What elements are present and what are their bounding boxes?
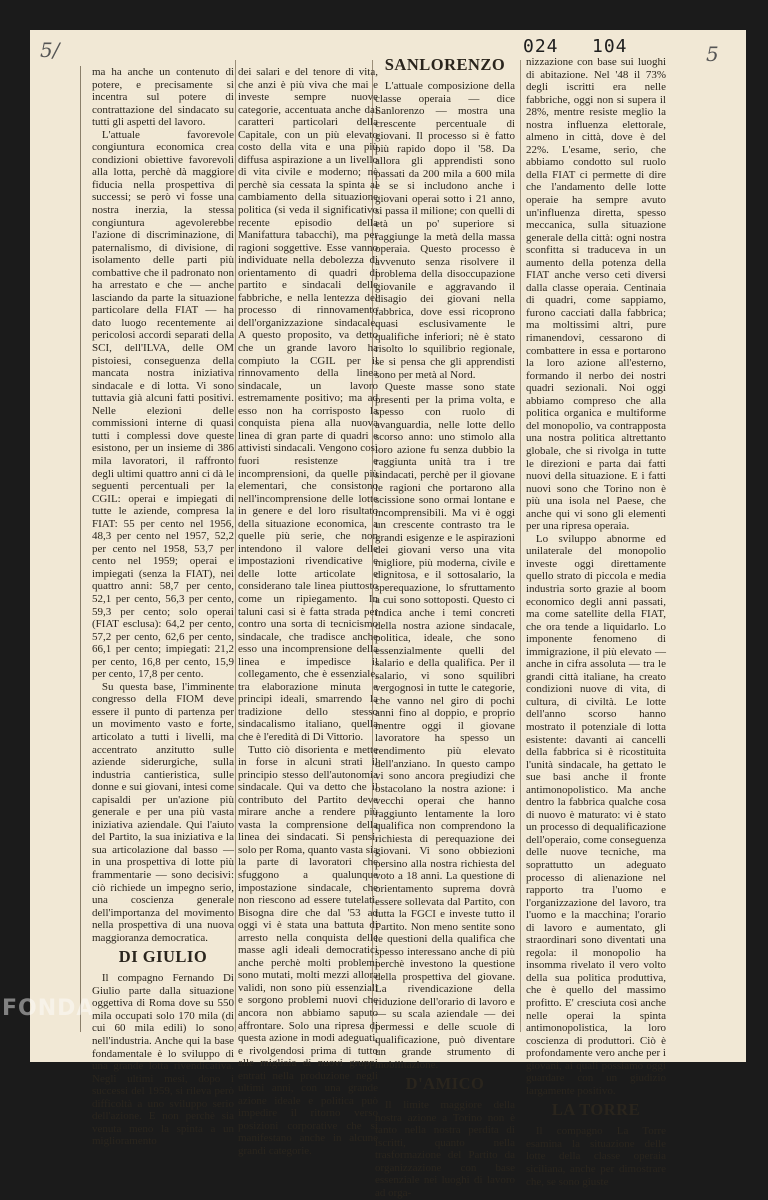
speaker-heading-la-torre: LA TORRE — [551, 1100, 641, 1120]
archive-page-number: 104 — [592, 36, 628, 57]
article-column-3 — [375, 55, 515, 1200]
paragraph: Tutto ciò disorienta e mette in forse in alcuni strati il principio stesso dell'autonomia sindacale. Qui va detto che il contributo del Partito deve mirare anche a rendere più vasta la comprensione della linea dei sindacati. Si pensi, solo per Roma, quanto vasta sia la parte di lavoratori che sfuggono a qualunque impostazione sindacale, che non riescono ad essere tutelati. Bisogna dire che dal '53 ad oggi vi è stata una battuta di arresto nella conquista delle masse agli ideali democratici anche perchè molti problemi sono mutati, molti mezzi allora validi, non sono più essenziali e sorgono problemi nuovi che ancora non abbiamo saputo affrontare. Solo una ripresa di questa azione in modi adeguati, e rivolgendosi prima di tutto alle migliaia di nuovi gruppi entrati nella produzione negli ultimi anni, con una grande azione ideale e politica può impedire il ritorno verso posizioni corporative che si manifestano anche in alcune grandi categorie. — [238, 743, 378, 1158]
archive-stamp-number: 024 — [523, 36, 559, 57]
article-column-1 — [92, 66, 234, 1148]
newspaper-clipping — [30, 30, 746, 1200]
paragraph: ma ha anche un contenuto di potere, e precisamente si incentra sul potere di contrattazione del sindacato su tutti gli aspetti del lavoro. — [92, 66, 234, 129]
speaker-heading-di-giulio: DI GIULIO — [118, 947, 208, 967]
article-column-2 — [238, 66, 378, 1158]
column-rule — [520, 60, 521, 1032]
paragraph: Il compagno La Torre esamina la situazione delle lotte della classe operaia siciliana, anche per dimostrare che, se sono giuste — [526, 1125, 666, 1188]
article-column-4 — [526, 56, 666, 1188]
column-rule — [80, 66, 81, 1032]
paragraph: dei salari e del tenore di vita, che anzi è più viva che mai e investe sempre nuove categorie, accentuata anche dai caratteri particolari della Capitale, con un più elevato costo della vita e una più diffusa aspirazione a un livello di vita civile e moderno; nè perchè sia cessata la spinta al cambiamento della situazione politica (si veda il significativo recente episodio della Manifattura tabacchi), ma per ragioni soggettive. Esse vanno individuate nella debolezza di orientamento di quadri di partito e sindacali delle fabbriche, e nella lentezza del processo di rinnovamento dell'organizzazione sindacale. A questo proposito, va detto che un grande lavoro ha compiuto la CGIL per il rinnovamento della linea sindacale, un lavoro estremamente positivo; ma ad esso non ha corrisposto la conquista piena alla nuova linea di gran parte di quadri e attivisti sindacali. Vengono così fuori resistenze e incomprensioni, da quelle più elementari, che consistono nell'incomprensione delle lotte in genere e del loro risultato della situazione economica, a quelle più serie, che non intendono il valore delle impostazioni rivendicative e delle lotte articolate e considerano tale linea piuttosto come un ripiegamento. In taluni casi si è fatta strada per contro una sorta di tecnicismo sindacale, che tradisce anche esso una incomprensione della linea e impedisce il collegamento, che è essenziale, tra elaborazione minuta e principi ideali, smarrendo la tradizione dello stesso sindacalismo italiano, quella che è l'eredità di Di Vittorio. — [238, 66, 378, 743]
speaker-heading-damico: D'AMICO — [405, 1074, 485, 1094]
paragraph: L'attuale favorevole congiuntura economica crea condizioni obiettive favorevoli alla lotta, perchè dà maggiore fiducia nella prospettiva di successi; se però vi fosse una nostra inerzia, la stessa congiuntura agevolerebbe l'azione di discriminazione, di paternalismo, di divisione, di isolamento delle parti più combattive che il padronato non ha arrestato e che — anche lasciando da parte la situazione particolare della FIAT — ha dato luogo recentemente ai pericolosi accordi separati della SCI, dell'ILVA, delle OM pistoiesi, conseguenza della mancata nostra iniziativa sindacale e di lotta. Vi sono tuttavia già alcuni fatti positivi. Nelle elezioni delle commissioni interne di quasi tutti i complessi dove queste esistono, per un insieme di 386 mila lavoratori, il raffronto degli ultimi quattro anni ci dà le seguenti percentuali per la CGIL: operai e impiegati di tutte le aziende, compresa la FIAT: 55 per cento nel 1956, 48,3 per cento nel 1957, 52,2 per cento nel 1958, 53,7 per cento nel 1959; operai e impiegati (senza la FIAT), nei quattro anni: 58,7 per cento, 52,1 per cento, 56,3 per cento, 59,3 per cento; solo operai (FIAT esclusa): 64,2 per cento, 57,2 per cento, 62,6 per cento, 66,1 per cento; impiegati: 21,2 per cento, 16,8 per cento, 15,9 per cento, 17,8 per cento. — [92, 128, 234, 681]
column-rule — [235, 60, 236, 1032]
paragraph: Il limite maggiore della nostra azione a Torino non è tanto nella nostra perdita di iscritti, quanto nella trasformazione del Partito da organizzazione con base essenziale nei luoghi di lavoro ad orga- — [375, 1099, 515, 1200]
paragraph: L'attuale composizione della classe operaia — dice Sanlorenzo — mostra una crescente percentuale di giovani. Il processo si è fatto più rapido dopo il '58. Da allora gli apprendisti sono passati da 200 mila a 600 mila e se si includono anche i giovani operai sotto i 21 anno, si passa il milione; con quelli di età un po' superiore si raggiunge la metà della massa operaia. Questo processo è avvenuto senza risolvere il problema della disoccupazione giovanile e aggravando il disagio dei giovani nella fabbrica, dove essi ricoprono quasi esclusivamente le qualifiche inferiori; nè è stato risolto lo squilibrio regionale, se si pensa che gli apprendisti sono per metà al Nord. — [375, 80, 515, 381]
paragraph: nizzazione con base sui luoghi di abitazione. Nel '48 il 73% degli iscritti era nelle fabbriche, oggi non si supera il 28%, mentre resiste meglio la nostra influenza elettorale, almeno in città, dove è del 22%. L'esame, serio, che abbiamo condotto sul ruolo della FIAT ci permette di dire che l'andamento delle lotte operaie ha sempre avuto un'influenza diretta, spesso meccanica, sulla situazione generale della città: ogni nostra sconfitta si traduceva in un aumento della potenza della FIAT anche verso ceti diversi dalla classe operaia. Centinaia di quadri, come sappiamo, furono cacciati dalla fabbrica; ma moltissimi altri, pure rimanendovi, cessarono di combattere in essa e portarono la loro azione all'esterno, formando il nerbo dei nostri quadri sezionali. Noi oggi abbiamo compreso che alla politica organica e multiforme del monopolio, va contrapposta una nostra politica altrettanto globale, che si rivolga in tutte le direzioni e parta dai fatti nuovi della situazione. E i fatti nuovi sono che Torino non è più una isola nel Paese, che anche qui vi sono gli elementi per una ripresa operaia. — [526, 56, 666, 533]
paragraph: Su questa base, l'imminente congresso della FIOM deve essere il punto di partenza per un movimento vasto e forte, articolato a tutti i livelli, ma accentrato anzitutto sulle aziende siderurgiche, sulla industria cantieristica, sulle donne e sui giovani, intesi come capisaldi per un'azione più generale e per una più vasta iniziativa aziendale. Qui l'aiuto del Partito, la sua iniziativa e la sua articolazione dal basso — in una prospettiva di lotte più frammentarie — sono decisivi: ciò richiede un impegno serio, una coscienza generale dell'importanza del movimento nella prospettiva di una nuova maggioranza democratica. — [92, 680, 234, 944]
paragraph: Il compagno Fernando Di Giulio parte dalla situazione oggettiva di Roma dove su 550 mila occupati solo 170 mila (di cui 60 mila edili) lo sono nell'industria. Anche qui la base fondamentale è lo sviluppo di una grande lotta rivendicativa. Negli ultimi mesi, dopo i successi del 1959, si rileva però difficoltà a uno sviluppo serio dell'azione. E non perchè sia venuta meno la spinta a un miglioramento — [92, 972, 234, 1148]
page-annotation: 5/ — [40, 38, 60, 62]
archive-watermark: FONDA — [2, 996, 95, 1021]
paragraph: Queste masse sono state presenti per la prima volta, e spesso con ruolo di avanguardia, nelle lotte dello scorso anno: uno stimolo alla loro azione fu senza dubbio la raggiunta unità tra i tre sindacati, perchè per il giovane le ragioni che portarono alla scissione sono ormai lontane e incomprensibili. Ma vi è oggi un crescente contrasto tra le grandi esigenze e le aspirazioni dei giovani verso una vita migliore, più moderna, civile e dignitosa, e il sottosalario, la sperequazione, lo sfruttamento a cui sono sottoposti. Questo ci indica anche i temi concreti della nostra azione sindacale, politica, ideale, che sono essenzialmente quelli del salario e della qualifica. Per il salario, vi sono squilibri vergognosi in tutte le categorie, che vanno nel giro di pochi anni fino al doppio, e proprio mentre oggi il giovane lavoratore ha spesso un rendimento più elevato dell'anziano. In questo campo vi sono ancora pregiudizi che ostacolano la nostra azione: i vecchi operai che hanno raggiunto lentamente la loro qualifica non comprendono la richiesta di perequazione dei giovani. Vi sono obbiezioni persino alla nostra richiesta del voto a 18 anni. La questione di orientamento suprema dovrà essere sollevata dal Partito, con tutta la FGCI e investe tutto il Partito. Non meno sentite sono le questioni della qualifica che spesso interessano anche di più perchè investono la questione della prospettiva del giovane. La rivendicazione della riduzione dell'orario di lavoro e — su scala aziendale — dei permessi e delle scuole di qualificazione, può diventare un grande strumento di mobilitazione. — [375, 381, 515, 1071]
corner-annotation: 5 — [706, 42, 719, 66]
paragraph: Lo sviluppo abnorme ed unilaterale del monopolio investe oggi direttamente quello strato di piccola e media industria sorto grazie al boom economico degli anni passati, ma come satellite della FIAT, che ora tende a liquidarlo. Lo imponente fenomeno di immigrazione, il più elevato — anche in cifra assoluta — tra le grandi città italiane, ha creato condizioni nuove di vita, di cultura, di civiltà. Le lotte dell'anno scorso hanno mostrato il potenziale di lotta esistente: davanti ai cancelli della fabbrica si è ricostituita l'unità sindacale, ha gettato le sue basi anche il fronte antimonopolistico. Ma anche dentro la fabbrica qualche cosa di nuovo è maturato: vi è stato un processo di dequalificazione dell'operaio, come conseguenza delle nuove tecniche, ma soprattutto un adeguato processo di alienazione nel rapporto tra l'uomo e l'organizzazione del lavoro, tra l'uomo e la macchina; l'orario di lavoro e aumentato, gli straordinari sono diventati una regola: il monopolio ha insomma rivelato il vero volto della sua politica produttiva, che è quello del massimo profitto. E' cresciuta così anche nelle operai la spinta antimonopolistica, la loro coscienza di produttori. Ciò è profondamente vero anche per i giovani, ai quali possiamo oggi guardare con un giudizio largamente positivo. — [526, 532, 666, 1097]
speaker-heading-sanlorenzo: SANLORENZO — [384, 55, 506, 74]
